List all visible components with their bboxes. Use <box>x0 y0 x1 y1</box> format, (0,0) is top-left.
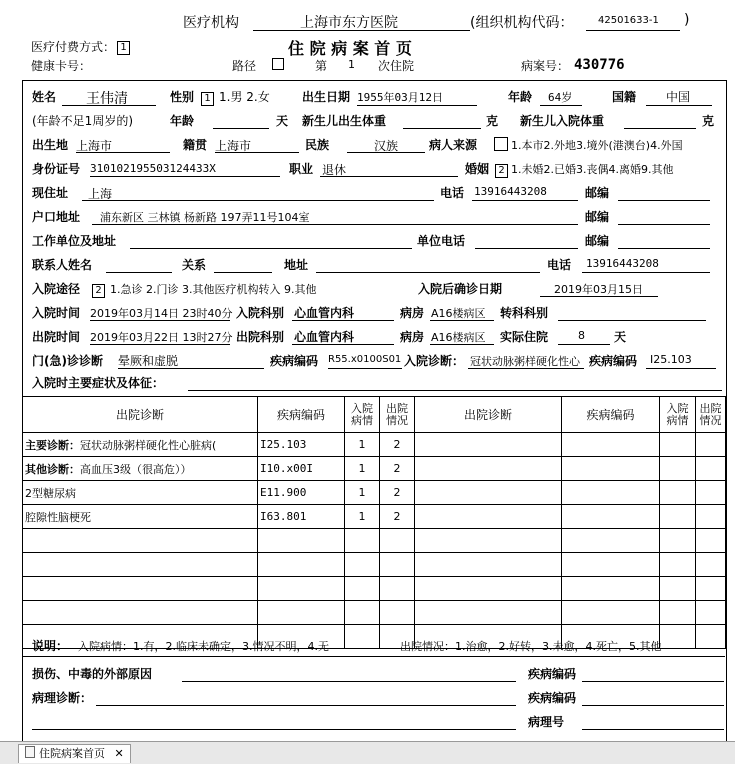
dob-label: 出生日期 <box>302 90 351 104</box>
adm-diag-label: 入院诊断： <box>404 354 465 368</box>
marriage-box[interactable]: 2 <box>495 164 508 178</box>
birthplace-label: 出生地 <box>32 138 69 152</box>
row-code[interactable]: E11.900 <box>258 481 345 505</box>
opd-diag-value[interactable]: 晕厥和虚脱 <box>118 354 179 368</box>
injury-code-label: 疾病编码 <box>528 667 577 681</box>
times-suffix: 次住院 <box>378 59 415 73</box>
hukou-value[interactable]: 浦东新区 三林镇 杨新路 197弄11号104室 <box>100 211 310 224</box>
nb-adm-weight-label: 新生儿入院体重 <box>520 114 605 128</box>
id-label: 身份证号 <box>32 162 81 176</box>
row-diag[interactable]: 高血压3级（很高危）） <box>80 462 192 476</box>
admit-time-label: 入院时间 <box>32 306 81 320</box>
contact-address-label: 地址 <box>284 258 309 272</box>
ward-label: 病房 <box>400 306 425 320</box>
row-out[interactable]: 2 <box>380 433 415 457</box>
opd-code-label: 疾病编码 <box>270 354 319 368</box>
row-out[interactable]: 2 <box>380 481 415 505</box>
row-adm[interactable]: 1 <box>345 481 380 505</box>
pathology-no-label: 病理号 <box>528 715 565 729</box>
opd-diag-label: 门(急)诊诊断 <box>32 354 103 368</box>
header-code: 疾病编码 <box>258 397 345 433</box>
note-label: 说明： <box>32 639 69 653</box>
discharge-dept-value[interactable]: 心血管内科 <box>294 330 355 344</box>
marriage-label: 婚姻 <box>465 162 490 176</box>
header-adm-2: 入院病情 <box>660 397 696 433</box>
diagnosis-table <box>22 396 726 649</box>
sex-label: 性别 <box>170 90 195 104</box>
source-label: 病人来源 <box>429 138 478 152</box>
route-options: 1.急诊 2.门诊 3.其他医疗机构转入 9.其他 <box>110 283 317 296</box>
job-value[interactable]: 退休 <box>322 163 347 177</box>
contact-phone-label: 电话 <box>547 258 572 272</box>
row-code[interactable]: I25.103 <box>258 433 345 457</box>
phone-value[interactable]: 13916443208 <box>474 185 547 198</box>
table-row[interactable] <box>23 457 726 481</box>
zip-label-2: 邮编 <box>585 210 610 224</box>
transfer-label: 转科科别 <box>500 306 549 320</box>
source-options: 1.本市2.外地3.境外(港澳台)4.外国 <box>511 139 683 152</box>
route-box[interactable]: 2 <box>92 284 105 298</box>
address-value[interactable]: 上海 <box>88 187 113 201</box>
header-diag-2: 出院诊断 <box>415 397 562 433</box>
stay-unit: 天 <box>614 330 627 344</box>
address-label: 现住址 <box>32 186 69 200</box>
relation-label: 关系 <box>182 258 207 272</box>
job-label: 职业 <box>289 162 314 176</box>
work-phone-label: 单位电话 <box>417 234 466 248</box>
row-prefix: 其他诊断： <box>25 462 80 476</box>
path-checkbox[interactable] <box>272 58 284 70</box>
tab-label: 住院病案首页 <box>39 747 105 760</box>
row-adm[interactable]: 1 <box>345 505 380 529</box>
org-code: 42501633-1 <box>598 15 659 26</box>
row-adm[interactable]: 1 <box>345 457 380 481</box>
row-diag[interactable]: 腔隙性脑梗死 <box>23 505 258 529</box>
org-code-label: (组织机构代码： <box>470 15 574 31</box>
sex-box[interactable]: 1 <box>201 92 214 106</box>
path-label: 路径 <box>232 59 257 73</box>
id-value[interactable]: 310102195503124433X <box>90 162 216 175</box>
day-unit: 天 <box>276 114 289 128</box>
zip-label-3: 邮编 <box>585 234 610 248</box>
contact-phone-value[interactable]: 13916443208 <box>586 257 659 270</box>
source-checkbox[interactable] <box>494 137 508 151</box>
table-row-empty[interactable] <box>23 577 726 601</box>
admit-time-value[interactable]: 2019年03月14日 23时40分 <box>90 307 233 320</box>
name-label: 姓名 <box>32 90 57 104</box>
org-name: 上海市东方医院 <box>300 15 398 31</box>
adm-code-value[interactable]: I25.103 <box>650 353 692 366</box>
pathology-code-label: 疾病编码 <box>528 691 577 705</box>
stay-value[interactable]: 8 <box>578 329 585 342</box>
adm-code-label: 疾病编码 <box>589 354 638 368</box>
header-out-2: 出院情况 <box>696 397 726 433</box>
record-label: 病案号： <box>521 59 570 73</box>
card-label: 健康卡号： <box>31 59 92 73</box>
discharge-time-value[interactable]: 2019年03月22日 13时27分 <box>90 331 233 344</box>
record-no: 430776 <box>574 57 625 73</box>
gram-unit: 克 <box>486 114 499 128</box>
table-row-empty[interactable] <box>23 601 726 625</box>
header-out: 出院情况 <box>380 397 415 433</box>
document-icon <box>25 746 35 758</box>
opd-code-value[interactable]: R55.x0100S01 <box>328 354 402 365</box>
infant-age-label: 年龄 <box>170 114 195 128</box>
route-label: 入院途径 <box>32 282 81 296</box>
header-adm: 入院病情 <box>345 397 380 433</box>
name-value[interactable]: 王伟清 <box>86 91 128 107</box>
birthplace-value[interactable]: 上海市 <box>76 139 113 153</box>
org-label: 医疗机构 <box>183 15 239 31</box>
ward-label-2: 病房 <box>400 330 425 344</box>
times-value: 1 <box>348 58 355 71</box>
nb-birth-weight-label: 新生儿出生体重 <box>302 114 387 128</box>
row-code[interactable]: I63.801 <box>258 505 345 529</box>
discharge-dept-label: 出院科别 <box>236 330 285 344</box>
adm-diag-value[interactable]: 冠状动脉粥样硬化性心 <box>470 355 580 368</box>
row-out[interactable]: 2 <box>380 457 415 481</box>
table-row-empty[interactable] <box>23 553 726 577</box>
times-prefix: 第 <box>315 59 328 73</box>
admit-dept-label: 入院科别 <box>236 306 285 320</box>
zip-label: 邮编 <box>585 186 610 200</box>
header-diag: 出院诊断 <box>23 397 258 433</box>
infant-label: (年龄不足1周岁的) <box>32 114 133 128</box>
native-label: 籍贯 <box>183 138 208 152</box>
injury-label: 损伤、中毒的外部原因 <box>32 667 153 681</box>
confirm-date[interactable]: 2019年03月15日 <box>554 283 643 296</box>
close-icon[interactable]: ✕ <box>114 747 124 760</box>
discharge-time-label: 出院时间 <box>32 330 81 344</box>
row-diag[interactable]: 2型糖尿病 <box>23 481 258 505</box>
ward-value[interactable]: A16楼病区 <box>431 307 486 320</box>
nation-value[interactable]: 中国 <box>666 90 691 104</box>
phone-label: 电话 <box>440 186 465 200</box>
symptom-label: 入院时主要症状及体征： <box>32 376 165 390</box>
note-admission: 入院病情：1.有，2.临床未确定，3.情况不明，4.无 <box>78 640 329 653</box>
nation-label: 国籍 <box>612 90 637 104</box>
marriage-options: 1.未婚2.已婚3.丧偶4.离婚9.其他 <box>511 163 674 176</box>
page-title: 住 院 病 案 首 页 <box>288 39 412 58</box>
org-code-close: ) <box>684 12 690 28</box>
pay-label: 医疗付费方式： <box>31 40 116 54</box>
age-value[interactable]: 64岁 <box>548 91 573 104</box>
hukou-label: 户口地址 <box>32 210 81 224</box>
dob-value[interactable]: 1955年03月12日 <box>357 91 443 104</box>
pathology-label: 病理诊断： <box>32 691 93 705</box>
native-value[interactable]: 上海市 <box>215 139 252 153</box>
pay-box[interactable]: 1 <box>117 41 130 55</box>
tab-bar <box>0 741 735 764</box>
confirm-label: 入院后确诊日期 <box>418 282 503 296</box>
tab-record-home[interactable] <box>18 744 131 763</box>
row-adm[interactable]: 1 <box>345 433 380 457</box>
table-row[interactable] <box>23 505 726 529</box>
row-out[interactable]: 2 <box>380 505 415 529</box>
row-diag[interactable]: 冠状动脉粥样硬化性心脏病( <box>80 438 217 452</box>
age-label: 年龄 <box>508 90 533 104</box>
row-prefix: 主要诊断： <box>25 438 80 452</box>
ethnic-value[interactable]: 汉族 <box>374 139 399 153</box>
header-code-2: 疾病编码 <box>562 397 660 433</box>
contact-label: 联系人姓名 <box>32 258 93 272</box>
table-row-empty[interactable] <box>23 529 726 553</box>
sex-options: 1.男 2.女 <box>219 90 270 104</box>
admit-dept-value[interactable]: 心血管内科 <box>294 306 355 320</box>
note-outcome: 出院情况：1.治愈，2.好转，3.未愈，4.死亡，5.其他 <box>400 640 662 653</box>
table-row[interactable] <box>23 433 726 457</box>
table-row[interactable] <box>23 481 726 505</box>
row-code[interactable]: I10.x00I <box>258 457 345 481</box>
gram-unit-2: 克 <box>702 114 715 128</box>
ward-value-2[interactable]: A16楼病区 <box>431 331 486 344</box>
work-label: 工作单位及地址 <box>32 234 117 248</box>
ethnic-label: 民族 <box>305 138 330 152</box>
stay-label: 实际住院 <box>500 330 549 344</box>
